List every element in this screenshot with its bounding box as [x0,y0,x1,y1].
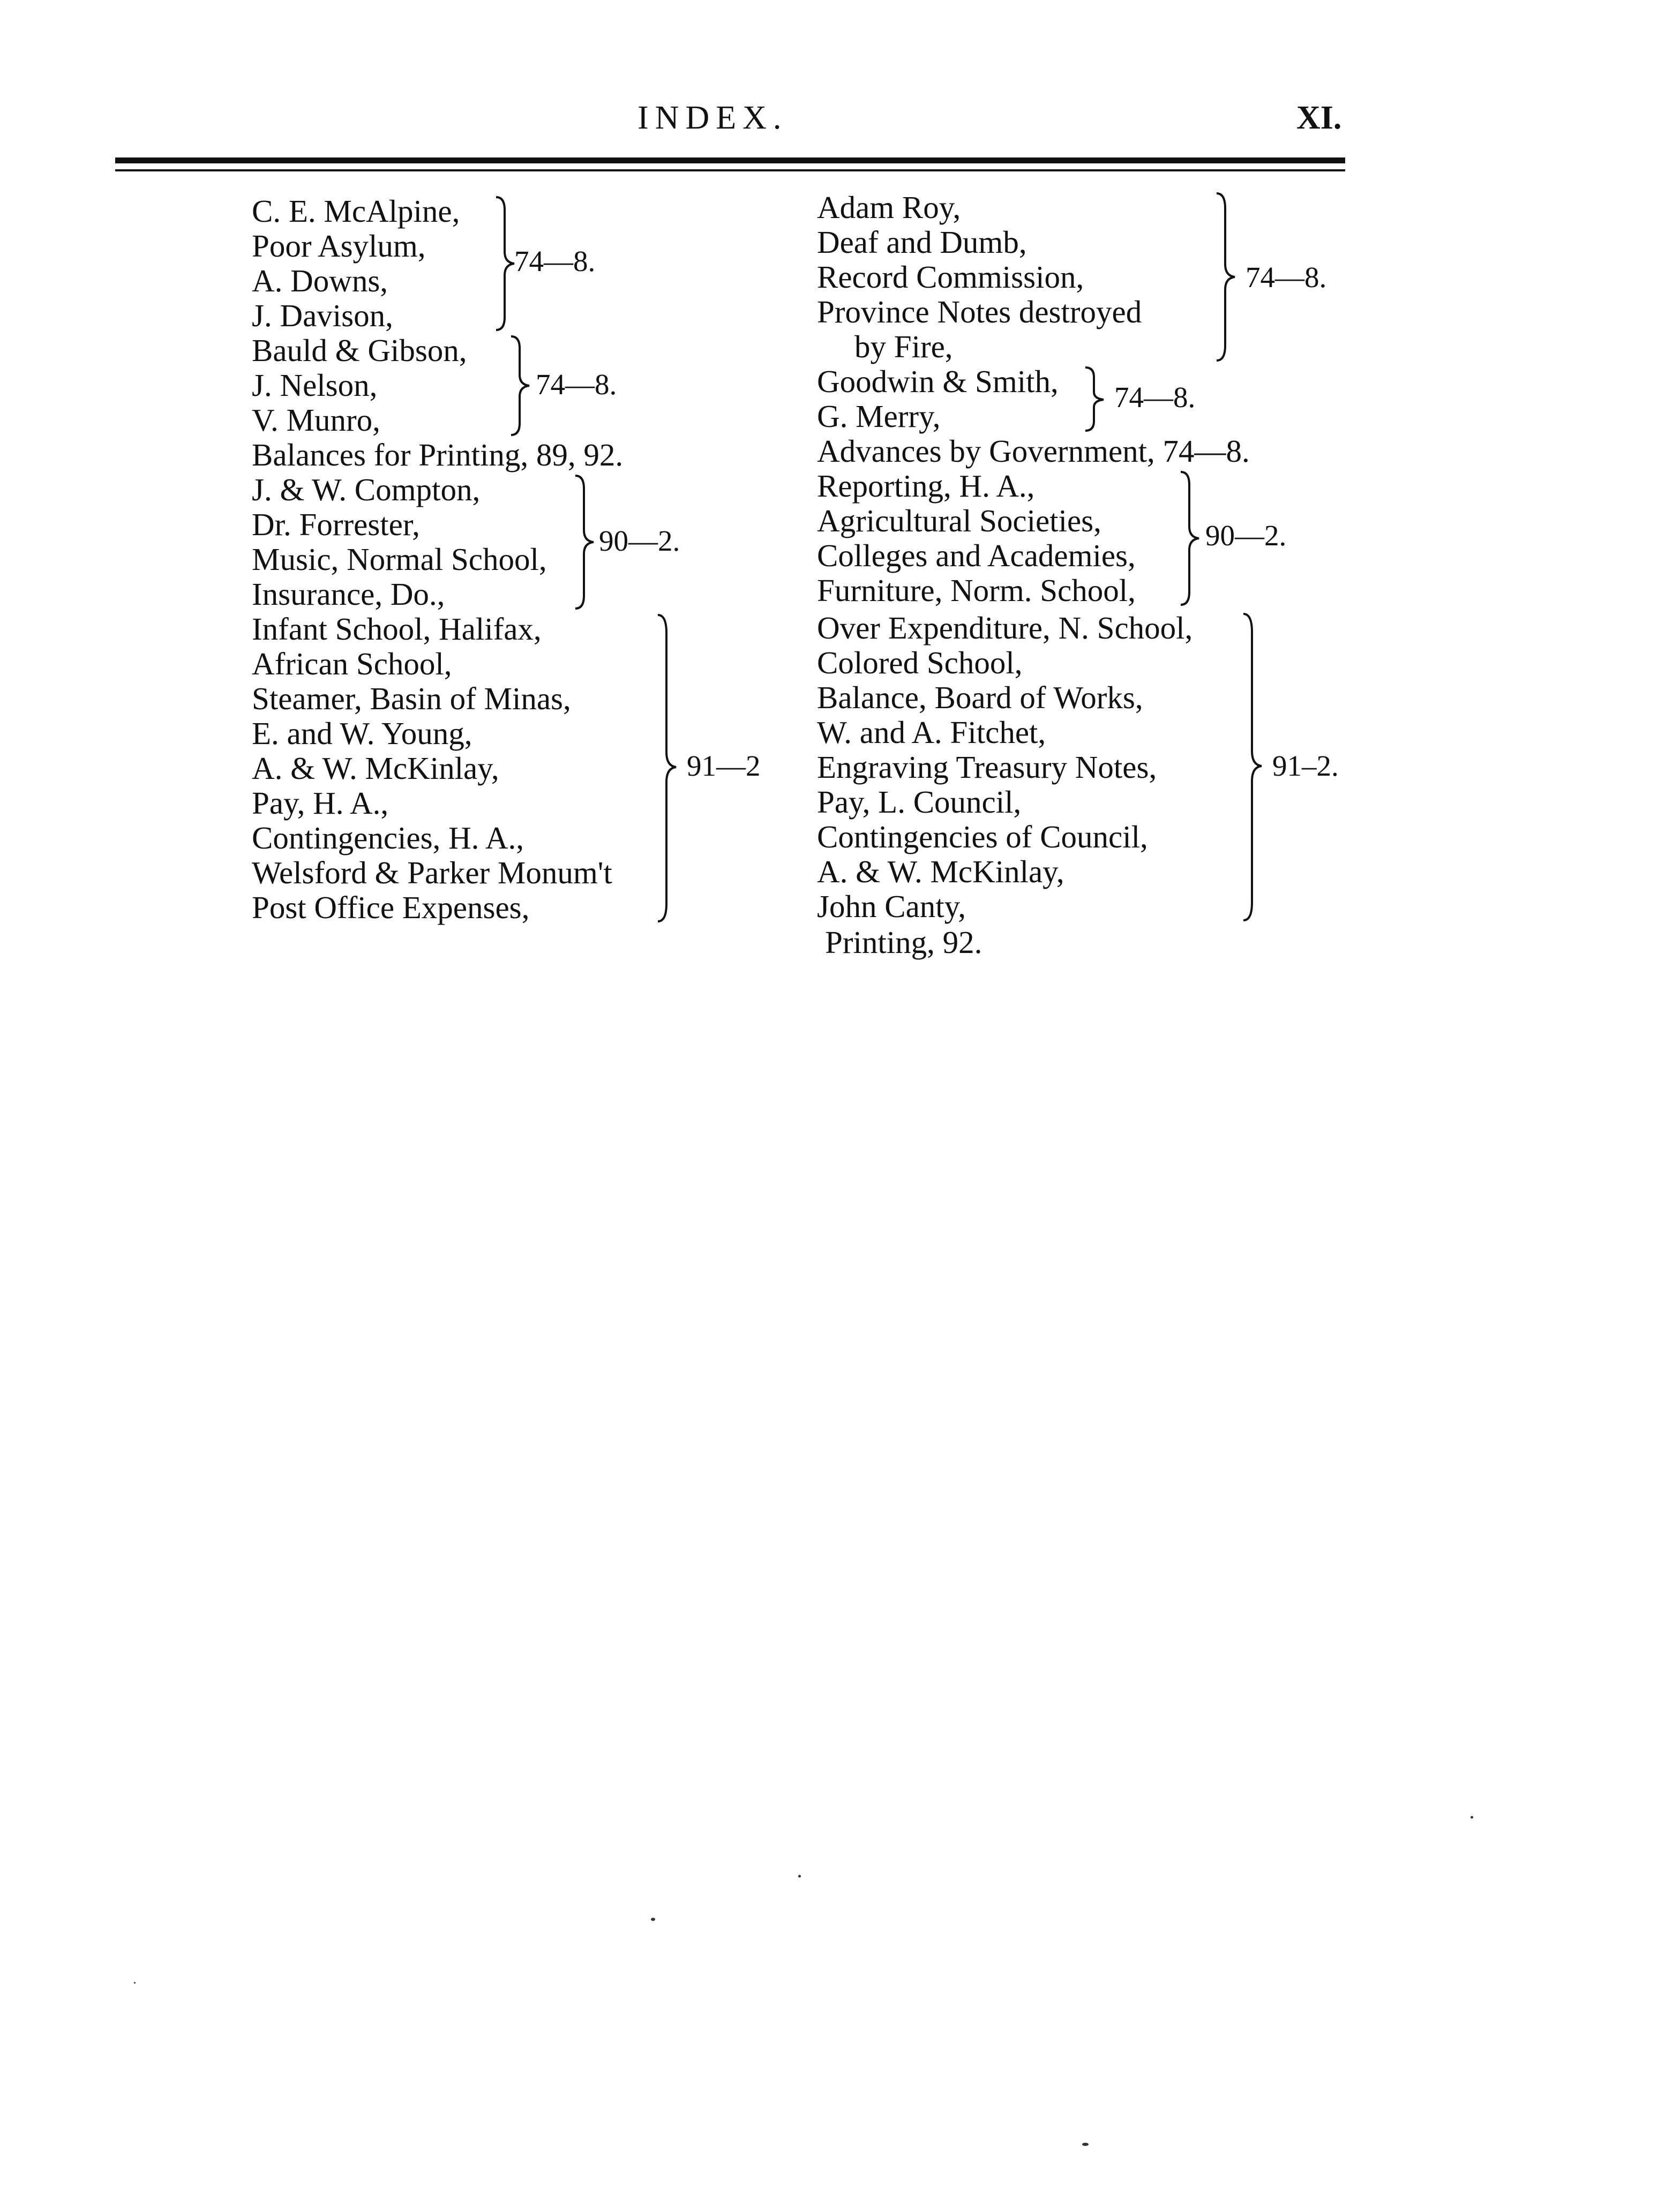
index-entry: Agricultural Societies, [817,503,1101,538]
entry-list [252,333,467,438]
page-reference: 90—2. [599,524,680,557]
entry-list [817,364,1059,434]
entry-list [252,612,612,925]
left-group-4 [252,612,612,925]
brace-icon [1178,469,1203,608]
scan-speck [134,1982,136,1984]
index-entry: Welsford & Parker Monum't [252,855,612,890]
index-entry: Contingencies, H. A., [252,820,524,855]
page-reference: 74—8. [536,368,617,401]
index-entry: J. Nelson, [252,367,378,403]
page-reference: 74—8. [1114,381,1196,414]
index-entry: Poor Asylum, [252,228,426,264]
header-rule-thick [115,157,1345,163]
index-entry: Post Office Expenses, [252,890,530,925]
index-entry: Province Notes destroyed [817,294,1142,329]
brace-icon [1240,611,1266,924]
index-entry: Engraving Treasury Notes, [817,749,1157,785]
entry-list [817,190,1142,364]
index-entry: Reporting, H. A., [817,468,1035,504]
index-entry: Music, Normal School, [252,542,547,577]
right-group-3 [817,469,1136,608]
index-entry-balances: Balances for Printing, 89, 92. [252,437,624,472]
index-entry: J. & W. Compton, [252,472,481,507]
brace-icon [1082,364,1108,434]
index-entry: Colleges and Academies, [817,538,1136,573]
scan-speck [1082,2143,1089,2146]
index-entry: Goodwin & Smith, [817,364,1059,399]
index-entry: Furniture, Norm. School, [817,573,1136,608]
index-entry: Bauld & Gibson, [252,333,467,368]
index-entry: A. & W. McKinlay, [252,750,499,786]
index-entry: John Canty, [817,889,966,924]
index-entry: African School, [252,646,452,681]
entry-list [252,194,460,333]
index-entry: Pay, L. Council, [817,784,1022,820]
index-entry: C. E. McAlpine, [252,193,460,229]
brace-icon [655,612,680,925]
index-entry-printing: Printing, 92. [825,925,982,960]
index-entry: Infant School, Halifax, [252,611,542,647]
scan-speck [651,1918,655,1921]
scan-speck [798,1875,801,1878]
index-entry: Steamer, Basin of Minas, [252,681,571,716]
brace-icon [572,472,598,612]
index-entry: Pay, H. A., [252,785,389,821]
index-entry: V. Munro, [252,402,380,438]
index-entry: A. Downs, [252,263,388,298]
page-reference: 74—8. [514,245,596,277]
entry-list [817,469,1136,608]
index-entry: Dr. Forrester, [252,507,420,542]
header-rule-thin [115,169,1345,171]
index-entry: Adam Roy, [817,190,961,225]
brace-icon [508,333,534,438]
entry-list [252,472,547,612]
left-group-2 [252,333,467,438]
index-entry: Deaf and Dumb, [817,224,1027,260]
index-entry: by Fire, [854,329,953,364]
index-entry: Colored School, [817,645,1023,680]
index-entry: Over Expenditure, N. School, [817,610,1193,645]
page-reference: 90—2. [1205,519,1287,552]
index-entry: J. Davison, [252,298,393,333]
page-number: XI. [1296,100,1342,136]
right-group-1 [817,190,1142,364]
page-reference: 91–2. [1272,749,1339,782]
page-title: INDEX. [638,100,788,136]
right-group-2 [817,364,1059,434]
index-entry: G. Merry, [817,399,941,434]
left-group-1 [252,194,460,333]
brace-icon [1213,190,1239,364]
page-reference: 91—2 [687,749,761,782]
scan-speck [1471,1816,1473,1819]
index-entry: Record Commission, [817,259,1084,295]
page-reference: 74—8. [1246,261,1327,294]
index-entry: Insurance, Do., [252,576,445,612]
index-entry: Balance, Board of Works, [817,680,1143,715]
index-entry: W. and A. Fitchet, [817,715,1046,750]
entry-list [817,611,1192,924]
index-entry: A. & W. McKinlay, [817,854,1064,889]
left-group-3 [252,472,547,612]
right-group-4 [817,611,1192,924]
index-entry-advances: Advances by Government, 74—8. [817,433,1250,469]
index-entry: E. and W. Young, [252,716,472,751]
index-entry: Contingencies of Council, [817,819,1148,854]
